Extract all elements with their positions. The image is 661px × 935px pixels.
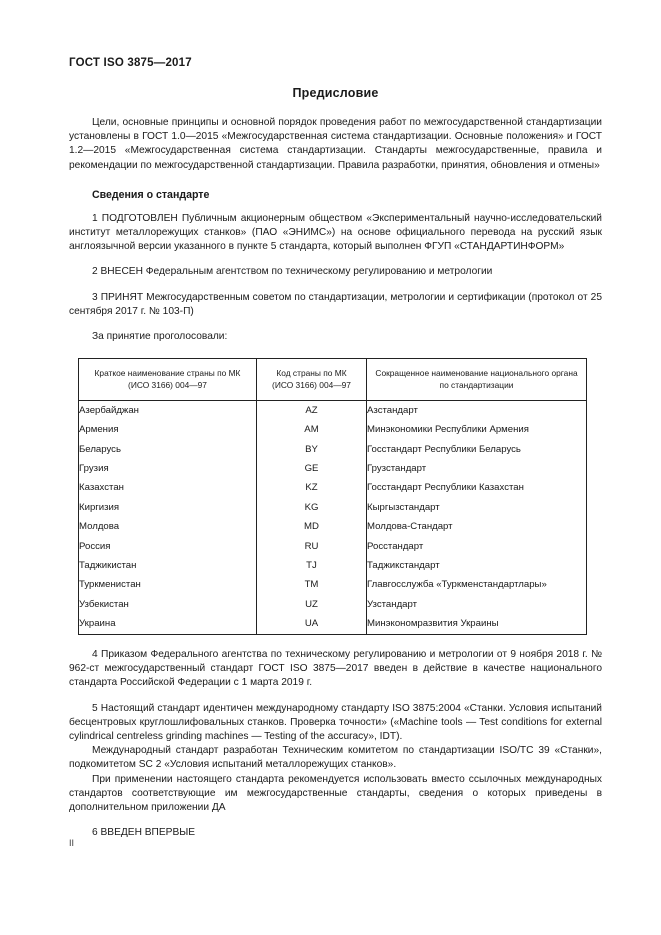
table-row	[79, 479, 587, 498]
table-row	[79, 459, 587, 478]
column-header-body-line1: Сокращенное наименование национального органа	[375, 367, 578, 378]
cell-body: Минэкономразвития Украины	[367, 615, 587, 635]
cell-country: Армения	[79, 421, 257, 440]
table-body	[79, 401, 587, 635]
cell-code: BY	[257, 440, 367, 459]
column-header-country	[79, 359, 257, 401]
subsection-title-standard-info: Сведения о стандарте	[92, 188, 210, 201]
table-row	[79, 615, 587, 635]
country-table-container	[69, 358, 602, 635]
column-header-body-line2: по стандартизации	[439, 380, 514, 391]
cell-country: Беларусь	[79, 440, 257, 459]
cell-code: KG	[257, 498, 367, 517]
cell-country: Казахстан	[79, 479, 257, 498]
table-row	[79, 440, 587, 459]
column-header-code	[257, 359, 367, 401]
table-row	[79, 556, 587, 575]
cell-body: Азстандарт	[367, 401, 587, 421]
paragraph-item-5-application-note: При применении настоящего стандарта рекомендуется использовать вместо ссылочных международных стандартов соответствующие им межгосударственные стандарты, сведения о которых приведены в дополнительном приложении ДА	[69, 773, 602, 813]
paragraph-item-3: 3 ПРИНЯТ Межгосударственным советом по стандартизации, метрологии и сертификации (протокол от 25 сентября 2017 г. № 103-П)	[69, 291, 602, 317]
cell-code: GE	[257, 459, 367, 478]
table-row	[79, 518, 587, 537]
paragraph-vote-lead-in: За принятие проголосовали:	[92, 331, 228, 343]
cell-body: Грузстандарт	[367, 459, 587, 478]
paragraph-item-6: 6 ВВЕДЕН ВПЕРВЫЕ	[92, 827, 196, 839]
cell-code: RU	[257, 537, 367, 556]
country-vote-table	[78, 358, 587, 635]
paragraph-intro: Цели, основные принципы и основной порядок проведения работ по межгосударственной стандартизации установлены в ГОСТ 1.0—2015 «Межгосударственная система стандартизации. Основные положения» и ГОСТ 1.2—2015 «Межгосударственная система стандартизации. Стандарты межгосударственные, правила и рекомендации по межгосударственной стандартизации. Правила разработки, принятия, обновления и отмены»	[69, 117, 602, 171]
cell-code: UZ	[257, 595, 367, 614]
cell-body: Главгосслужба «Туркменстандартлары»	[367, 576, 587, 595]
cell-code: TM	[257, 576, 367, 595]
page-number: II	[69, 838, 75, 848]
cell-country: Азербайджан	[79, 401, 257, 421]
cell-body: Минэкономики Республики Армения	[367, 421, 587, 440]
cell-code: UA	[257, 615, 367, 635]
cell-country: Молдова	[79, 518, 257, 537]
table-row	[79, 595, 587, 614]
cell-country: Киргизия	[79, 498, 257, 517]
cell-code: AZ	[257, 401, 367, 421]
cell-body: Госстандарт Республики Казахстан	[367, 479, 587, 498]
page-title: Предисловие	[292, 86, 379, 100]
table-row	[79, 537, 587, 556]
cell-code: AM	[257, 421, 367, 440]
column-header-country-line2: (ИСО 3166) 004—97	[128, 380, 207, 391]
running-header-standard-id: ГОСТ ISO 3875—2017	[69, 57, 192, 69]
paragraph-item-1: 1 ПОДГОТОВЛЕН Публичным акционерным обществом «Экспериментальный научно-исследовательский институт металлорежущих станков» (ПАО «ЭНИМС») на основе официального перевода на русский язык англоязычной версии указанного в пункте 5 стандарта, который выполнен ФГУП «СТАНДАРТИНФОРМ»	[69, 212, 602, 253]
cell-country: Россия	[79, 537, 257, 556]
column-header-body	[367, 359, 587, 401]
table-row	[79, 421, 587, 440]
table-header	[79, 359, 587, 401]
column-header-code-line1: Код страны по МК	[276, 367, 347, 378]
cell-body: Госстандарт Республики Беларусь	[367, 440, 587, 459]
paragraph-item-4: 4 Приказом Федерального агентства по техническому регулированию и метрологии от 9 ноября 2018 г. № 962-ст межгосударственный стандарт ГОСТ ISO 3875—2017 введен в действие в качестве национального стандарта Российской Федерации с 1 марта 2019 г.	[69, 648, 602, 689]
paragraph-item-2: 2 ВНЕСЕН Федеральным агентством по техническому регулированию и метрологии	[92, 266, 493, 278]
cell-country: Таджикистан	[79, 556, 257, 575]
table-row	[79, 576, 587, 595]
cell-body: Росстандарт	[367, 537, 587, 556]
column-header-country-line1: Краткое наименование страны по МК	[94, 367, 241, 378]
page-content	[69, 86, 602, 849]
cell-country: Туркменистан	[79, 576, 257, 595]
cell-code: TJ	[257, 556, 367, 575]
cell-country: Узбекистан	[79, 595, 257, 614]
cell-body: Таджикстандарт	[367, 556, 587, 575]
cell-code: KZ	[257, 479, 367, 498]
paragraph-item-5: 5 Настоящий стандарт идентичен международному стандарту ISO 3875:2004 «Станки. Условия испытаний бесцентровых круглошлифовальных станков. Проверка точности» («Machine tools — Test conditions for external cylindrical centreless grinding machines — Testing of the accuracy», IDT).	[69, 702, 602, 742]
table-row	[79, 401, 587, 421]
cell-country: Украина	[79, 615, 257, 635]
cell-body: Кыргызстандарт	[367, 498, 587, 517]
cell-country: Грузия	[79, 459, 257, 478]
paragraph-item-5-international-committee: Международный стандарт разработан Техническим комитетом по стандартизации ISO/TC 39 «Станки», подкомитетом SC 2 «Условия испытаний металлорежущих станков».	[69, 745, 602, 771]
cell-body: Молдова-Стандарт	[367, 518, 587, 537]
table-row	[79, 498, 587, 517]
cell-code: MD	[257, 518, 367, 537]
column-header-code-line2: (ИСО 3166) 004—97	[272, 380, 351, 391]
cell-body: Узстандарт	[367, 595, 587, 614]
